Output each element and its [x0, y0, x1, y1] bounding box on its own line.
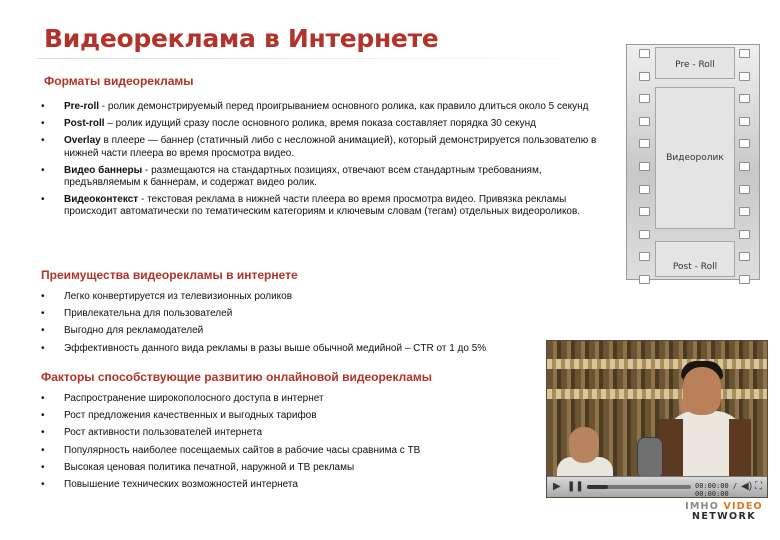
format-term: Видео баннеры — [64, 164, 143, 176]
post-roll-label: Post - Roll — [672, 262, 718, 272]
format-term: Overlay — [64, 135, 101, 147]
video-label: Видеоролик — [666, 153, 724, 163]
page-title: Видеореклама в Интернете — [44, 24, 439, 53]
list-item: • Легко конвертируется из телевизионных роликов — [41, 291, 541, 303]
timecode: 00:00:00 / 00:00:00 — [695, 482, 738, 498]
play-icon[interactable]: ▶ — [553, 481, 561, 492]
list-item: • Повышение технических возможностей интернета — [41, 479, 531, 491]
filmstrip-illustration — [626, 44, 760, 280]
imho-video-network-logo — [682, 502, 766, 522]
video-frame-image — [547, 341, 767, 477]
format-desc: - ролик демонстрируемый перед проигрыванием основного ролика, как правило длиться около 5 секунд — [99, 101, 589, 112]
logo-text-network: NETWORK — [692, 511, 756, 522]
factors-heading: Факторы способствующие развитию онлайновой видеорекламы — [41, 370, 433, 384]
film-frame-pre-roll — [655, 47, 735, 79]
video-player — [546, 340, 768, 498]
list-item: • Рост предложения качественных и выгодных тарифов — [41, 410, 531, 422]
advantages-heading: Преимущества видеорекламы в интернете — [41, 268, 298, 282]
list-item: • Выгодно для рекламодателей — [41, 325, 541, 337]
list-item — [41, 135, 617, 159]
format-desc: в плеере — баннер (статичный либо с несложной анимацией), который демонстрируется пользователю в нижней части плеера во время просмотра видео. — [64, 135, 597, 159]
list-item: • Рост активности пользователей интернета — [41, 427, 531, 439]
format-term: Pre-roll — [64, 101, 100, 112]
format-desc: – ролик идущий сразу после основного ролика, время показа составляет порядка 30 секунд — [104, 118, 537, 130]
format-term: Видеоконтекст — [64, 194, 139, 206]
list-item: • Распространение широкополосного доступа в интернет — [41, 393, 531, 405]
pause-icon[interactable]: ❚❚ — [567, 481, 584, 492]
format-term: Post-roll — [64, 118, 105, 130]
list-item: • Высокая ценовая политика печатной, наружной и ТВ рекламы — [41, 462, 531, 474]
formats-heading: Форматы видеорекламы — [44, 74, 194, 88]
title-underline — [36, 58, 616, 59]
film-frame-post-roll — [655, 241, 735, 277]
list-item: • Популярность наиболее посещаемых сайтов в рабочие часы сравнима с ТВ — [41, 445, 531, 457]
format-desc: - текстовая реклама в нижней части плеера во время просмотра видео. Привязка рекламы происходит автоматически по тематическим категориям и ключевым словам (тегам) отдельных видеороликов. — [64, 194, 581, 218]
list-item: • Эффективность данного вида рекламы в разы выше обычной медийной – CTR от 1 до 5% — [41, 343, 541, 355]
list-item — [41, 194, 617, 218]
fullscreen-icon[interactable]: ⛶ — [755, 481, 762, 492]
logo-text-video: VIDEO — [723, 501, 763, 512]
formats-list — [41, 101, 617, 224]
advantages-list — [41, 291, 541, 360]
format-desc: - размещаются на стандартных позициях, отвечают всем стандартным требованиям, предъявляемым к баннерам, и содержат видео ролик. — [64, 164, 542, 189]
progress-fill — [587, 485, 608, 489]
list-item — [41, 118, 617, 130]
factors-list — [41, 393, 531, 496]
list-item — [41, 101, 617, 113]
film-perforations-left — [639, 49, 649, 298]
film-frame-video — [655, 87, 735, 229]
film-perforations-right — [739, 49, 749, 298]
volume-icon[interactable]: ◀) — [741, 481, 753, 492]
progress-bar[interactable] — [587, 485, 691, 489]
player-controls — [547, 476, 767, 497]
jug-object — [637, 437, 663, 477]
list-item — [41, 165, 617, 189]
list-item: • Привлекательна для пользователей — [41, 308, 541, 320]
pre-roll-label: Pre - Roll — [675, 60, 715, 70]
logo-text-imho: IMHO — [685, 501, 724, 512]
